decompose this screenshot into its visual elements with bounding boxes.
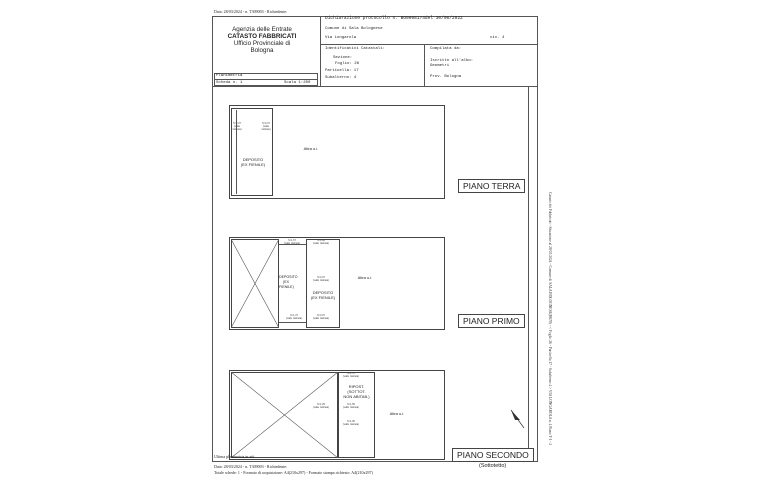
- primo-deposito-a-label: DEPOSITO (EX FIENILE): [279, 275, 298, 289]
- piano-primo-label: PIANO PRIMO: [458, 314, 525, 328]
- terra-dim-2: h=3,37 (valle rialzata): [261, 122, 271, 131]
- foglio-text: Foglio: 26: [335, 62, 360, 66]
- ultima-planimetria: Ultima planimetria in atti: [214, 454, 255, 459]
- primo-dim-2: h=1,90 (valle rialzata): [312, 239, 330, 245]
- scheda-text: Scheda n. 1: [216, 81, 243, 85]
- terra-dim-1: h=3,37 (valle rialzata): [232, 122, 242, 131]
- secondo-dim-2: h=1,25 (valle rialzata): [312, 403, 330, 409]
- bottom-stamp: Data: 28/03/2024 - n. T309003 - Richiedente:: [214, 464, 288, 469]
- planimetria-label: Planimetria: [216, 74, 243, 78]
- primo-dim-1: h=1,57 (valle rialzata): [283, 239, 301, 245]
- scala-text: Scala 1:200: [284, 81, 311, 85]
- sezione-text: Sezione:: [333, 56, 353, 60]
- primo-stair-2: [279, 322, 306, 323]
- primo-dim-5: h=3,37 (valle rialzata): [312, 314, 330, 320]
- identificativi-title: Identificativi Catastali:: [325, 47, 386, 51]
- hdr-v1: [320, 16, 321, 86]
- secondo-cross: [231, 372, 338, 458]
- secondo-ripost-label: RIPOST. (SOTTOT. NON ABITAB.): [343, 384, 370, 399]
- secondo-altra-ui: Altra u.i.: [389, 411, 405, 416]
- hdr-h1: [320, 44, 538, 45]
- primo-altra-ui: Altra u.i.: [357, 275, 373, 280]
- secondo-dim-3: h=1,50 (valle rialzata): [342, 403, 360, 409]
- comune-text: Comune di Sala Bolognese: [325, 27, 383, 31]
- compilata-text: Compilata da:: [430, 47, 462, 51]
- hdr-v2: [424, 44, 425, 86]
- agency-line3: Ufficio Provinciale di: [233, 40, 291, 47]
- agency-line1: Agenzia delle Entrate: [232, 26, 292, 33]
- north-arrow-icon: [507, 408, 527, 430]
- prov-text: Prov. Bologna: [430, 75, 462, 79]
- particella-text: Particella: 17: [325, 69, 359, 73]
- piano-terra-label: PIANO TERRA: [458, 179, 525, 193]
- piano-secondo-label: PIANO SECONDO: [452, 448, 534, 462]
- terra-deposito-label: DEPOSITO (EX FIENILE): [240, 157, 266, 167]
- subalterno-text: Subalterno: 4: [325, 76, 357, 80]
- iscritto-text: Iscritto all'albo:: [430, 59, 474, 63]
- agency-block: [212, 16, 312, 74]
- terra-altra-ui: Altra u.i.: [303, 146, 319, 151]
- agency-line4: Bologna: [250, 47, 274, 54]
- primo-dim-4: h=1,37 (valle rialzata): [285, 314, 303, 320]
- primo-cross: [231, 239, 279, 328]
- hdr-h2: [212, 86, 538, 87]
- frame-inner-right: [528, 86, 529, 462]
- civ-text: civ. 4: [490, 36, 505, 40]
- primo-deposito-b-label: DEPOSITO (EX FIENILE): [310, 290, 336, 300]
- geometri-text: Geometri: [430, 64, 450, 68]
- via-text: Via Longarola: [325, 36, 357, 40]
- secondo-dim-4: h=1,00 (valle rialzata): [342, 420, 360, 426]
- dichiarazione-text: Dichiarazione protocollo n. BO0098174del 30/06/2022: [325, 16, 463, 21]
- top-stamp: Data: 28/03/2024 - n. T309003 - Richiedente:: [214, 9, 288, 14]
- bottom-footer: Totale schede: 1 - Formato di acquisizione: A4(210x297) - Formato stampa richiesto: A4(210x297): [214, 470, 373, 475]
- agency-line2: CATASTO FABBRICATI: [227, 33, 297, 40]
- side-text: Catasto dei Fabbricati - Situazione al 28/03/2024 - Comune di SALA BOLOGNESE(H678) - < Foglio 26 - Particella 17 - Subalterno 4 > VIA LONGAROLA n. 4 Piano T-1 - 2: [548, 192, 552, 446]
- secondo-dim-1: h=1,57 (valle rialzata): [342, 372, 360, 378]
- sottotetto-label: (Sottotetto): [479, 463, 507, 469]
- primo-dim-3: h=3,37 (valle rialzata): [312, 276, 330, 282]
